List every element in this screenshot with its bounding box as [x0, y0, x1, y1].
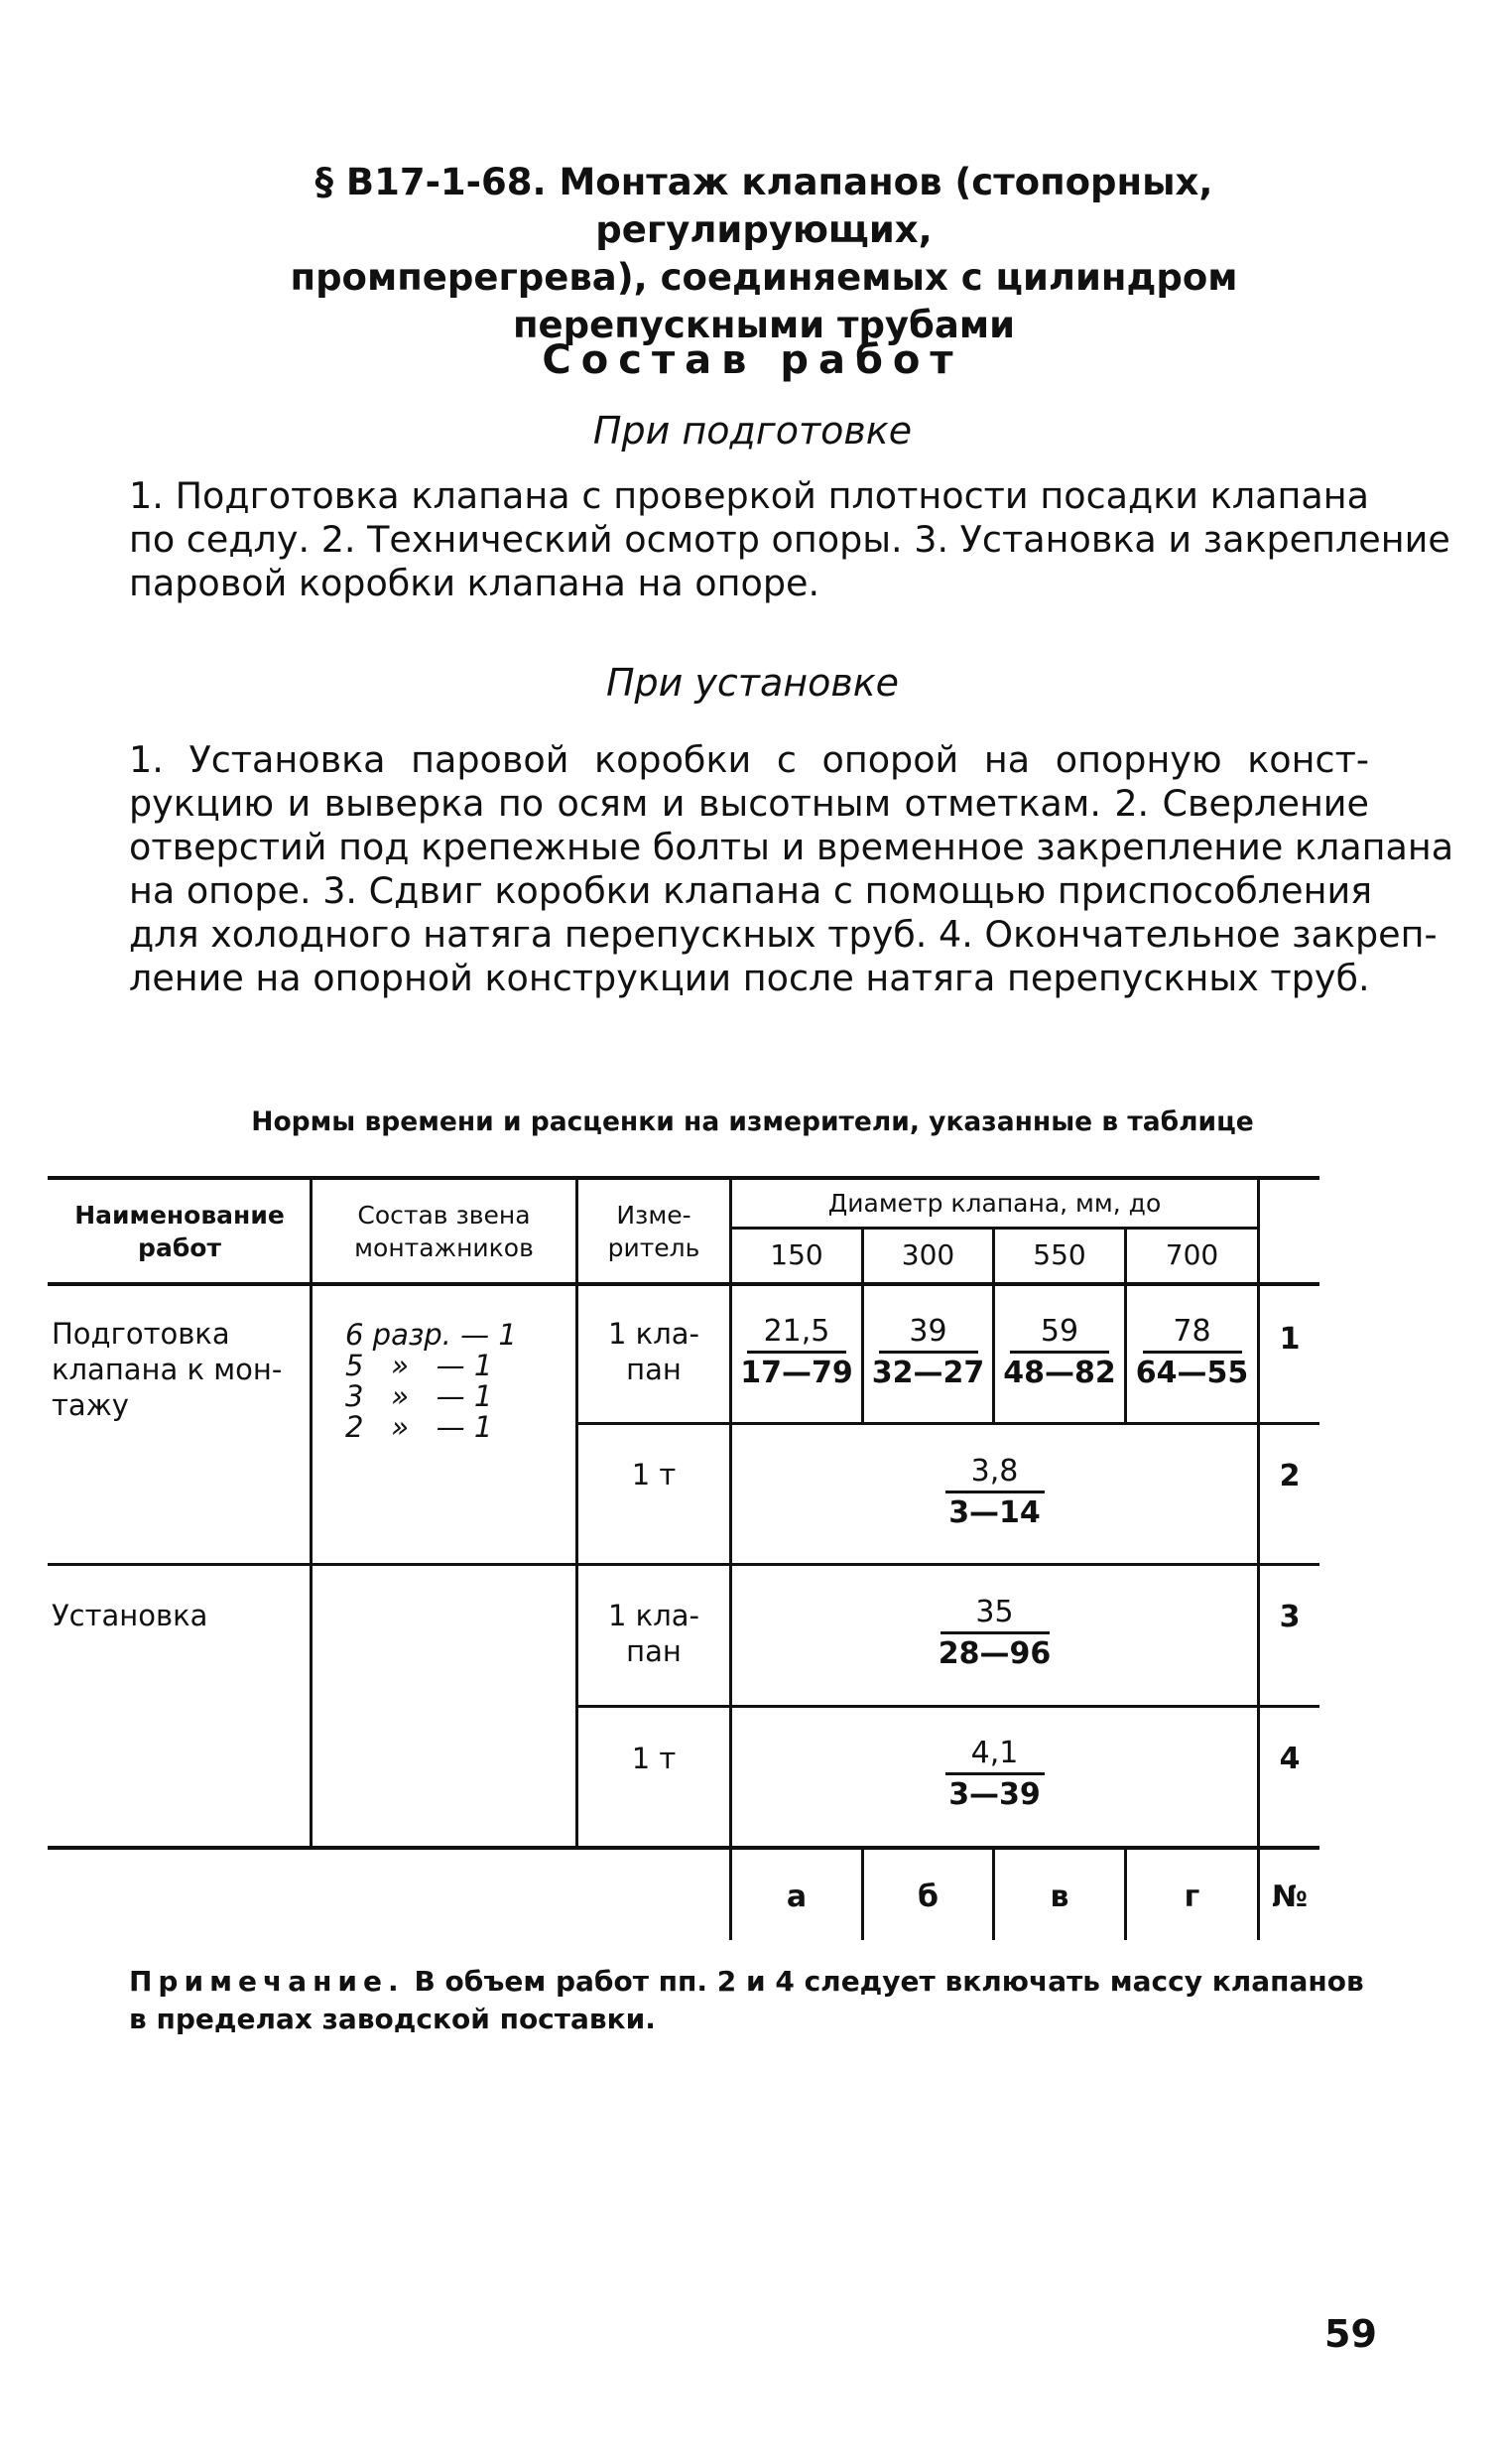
header-work-name	[50, 1199, 310, 1264]
table-rule-row	[575, 1422, 1319, 1425]
footnote-text: В объем работ пп. 2 и 4 следует включать массу клапанов	[414, 1965, 1364, 1998]
footnote-line	[129, 1963, 1369, 2001]
section-title-line: промперегрева), соединяемых с цилиндром	[290, 256, 1238, 299]
header-d150: 150	[770, 1238, 823, 1271]
paragraph-line: рукцию и выверка по осям и высотным отметкам. 2. Сверление	[129, 782, 1369, 825]
header-unit	[578, 1199, 729, 1264]
unit-row1	[578, 1316, 729, 1387]
unit-row4: 1 т	[631, 1742, 677, 1775]
work-name-line: тажу	[52, 1388, 129, 1422]
norm-time: 3,8	[970, 1454, 1019, 1489]
column-letter: б	[918, 1880, 939, 1914]
norm-cell	[864, 1313, 992, 1393]
header-diameter: Диаметр клапана, мм, до	[827, 1189, 1162, 1218]
paragraph-line: для холодного натяга перепускных труб. 4. Окончательное закреп-	[129, 913, 1438, 956]
unit-row3	[578, 1598, 729, 1669]
paragraph-line: по седлу. 2. Технический осмотр опоры. 3. Установка и закрепление	[129, 518, 1450, 561]
paragraph-line: паровой коробки клапана на опоре.	[129, 562, 820, 604]
crew-line: 6 разр. — 1	[345, 1318, 517, 1352]
norm-cell	[995, 1313, 1124, 1393]
table-rule-row	[48, 1563, 1319, 1566]
row-number: 2	[1279, 1459, 1301, 1493]
norm-time: 35	[975, 1595, 1014, 1629]
header-text: монтажников	[354, 1233, 534, 1262]
column-letter: в	[1050, 1880, 1069, 1914]
work-name-line: клапана к мон-	[52, 1353, 283, 1386]
section-title-line: перепускными трубами	[512, 304, 1016, 346]
unit-row2: 1 т	[631, 1458, 677, 1491]
norm-price: 64—55	[1135, 1356, 1249, 1390]
row-number: 1	[1279, 1322, 1301, 1357]
row-number: 4	[1279, 1742, 1301, 1776]
unit-text: пан	[626, 1353, 682, 1386]
table-col-rule	[729, 1176, 732, 1940]
section-title	[149, 159, 1379, 349]
prep-paragraph	[129, 474, 1450, 605]
unit-text: 1 кла-	[608, 1599, 699, 1632]
table-rule-row	[575, 1705, 1319, 1708]
column-letter: а	[786, 1880, 808, 1914]
norm-price: 17—79	[740, 1356, 853, 1390]
paragraph-line: ление на опорной конструкции после натяга перепускных труб.	[129, 957, 1370, 999]
page-number: 59	[1324, 2312, 1377, 2356]
work-name-line: Подготовка	[52, 1317, 230, 1351]
paragraph-line: 1. Установка паровой коробки с опорой на опорную конст-	[129, 738, 1369, 781]
header-text: работ	[138, 1233, 221, 1262]
table-caption: Нормы времени и расценки на измерители, указанные в таблице	[251, 1106, 1254, 1137]
paragraph-line: отверстий под крепежные болты и временное закрепление клапана	[129, 826, 1454, 868]
norm-price: 32—27	[871, 1356, 985, 1390]
prep-subheading: При подготовке	[592, 409, 913, 453]
crew-composition	[345, 1320, 573, 1443]
norm-price: 3—39	[948, 1777, 1041, 1812]
norm-cell	[732, 1453, 1257, 1533]
column-letter: №	[1271, 1880, 1309, 1914]
work-name-preparation	[52, 1316, 308, 1423]
norm-time: 21,5	[763, 1314, 830, 1349]
install-paragraph	[129, 738, 1454, 1000]
header-text: Состав звена	[357, 1201, 531, 1230]
table-rule-top	[48, 1176, 1319, 1180]
paragraph-line: 1. Подготовка клапана с проверкой плотности посадки клапана	[129, 474, 1369, 517]
crew-line: 3 » — 1	[345, 1379, 493, 1413]
table-col-rule	[1257, 1176, 1260, 1940]
header-crew	[313, 1199, 575, 1264]
section-title-line: § В17-1-68. Монтаж клапанов (стопорных, регулирующих,	[314, 161, 1213, 251]
norm-cell	[732, 1313, 861, 1393]
table-rule-bottom	[48, 1846, 1319, 1850]
footnote-line: в пределах заводской поставки.	[129, 2003, 656, 2035]
crew-line: 2 » — 1	[345, 1410, 493, 1444]
work-name-installation: Установка	[52, 1599, 208, 1632]
norm-price: 28—96	[938, 1636, 1052, 1671]
norm-time: 59	[1040, 1314, 1079, 1349]
norm-price: 3—14	[948, 1495, 1041, 1530]
header-text: ритель	[607, 1233, 700, 1262]
header-d550: 550	[1033, 1238, 1086, 1271]
table-rule-header	[48, 1282, 1319, 1286]
row-number: 3	[1279, 1600, 1301, 1634]
crew-line: 5 » — 1	[345, 1349, 493, 1382]
paragraph-line: на опоре. 3. Сдвиг коробки клапана с помощью приспособления	[129, 869, 1373, 912]
header-d700: 700	[1165, 1238, 1219, 1271]
norm-cell	[1127, 1313, 1257, 1393]
norm-cell	[732, 1735, 1257, 1815]
norm-time: 78	[1173, 1314, 1211, 1349]
unit-text: 1 кла-	[608, 1317, 699, 1351]
header-d300: 300	[901, 1238, 955, 1271]
norm-time: 4,1	[970, 1736, 1019, 1770]
composition-heading: Состав работ	[542, 337, 963, 383]
footnote	[129, 1963, 1369, 2038]
header-text: Изме-	[616, 1201, 691, 1230]
footnote-label: Примечание.	[129, 1965, 405, 1998]
column-letter: г	[1184, 1880, 1200, 1914]
norm-time: 39	[909, 1314, 947, 1349]
norm-cell	[732, 1594, 1257, 1674]
header-text: Наименование	[74, 1201, 285, 1230]
install-subheading: При установке	[605, 661, 900, 705]
table-col-rule	[310, 1176, 313, 1848]
norm-price: 48—82	[1003, 1356, 1116, 1390]
unit-text: пан	[626, 1634, 682, 1668]
